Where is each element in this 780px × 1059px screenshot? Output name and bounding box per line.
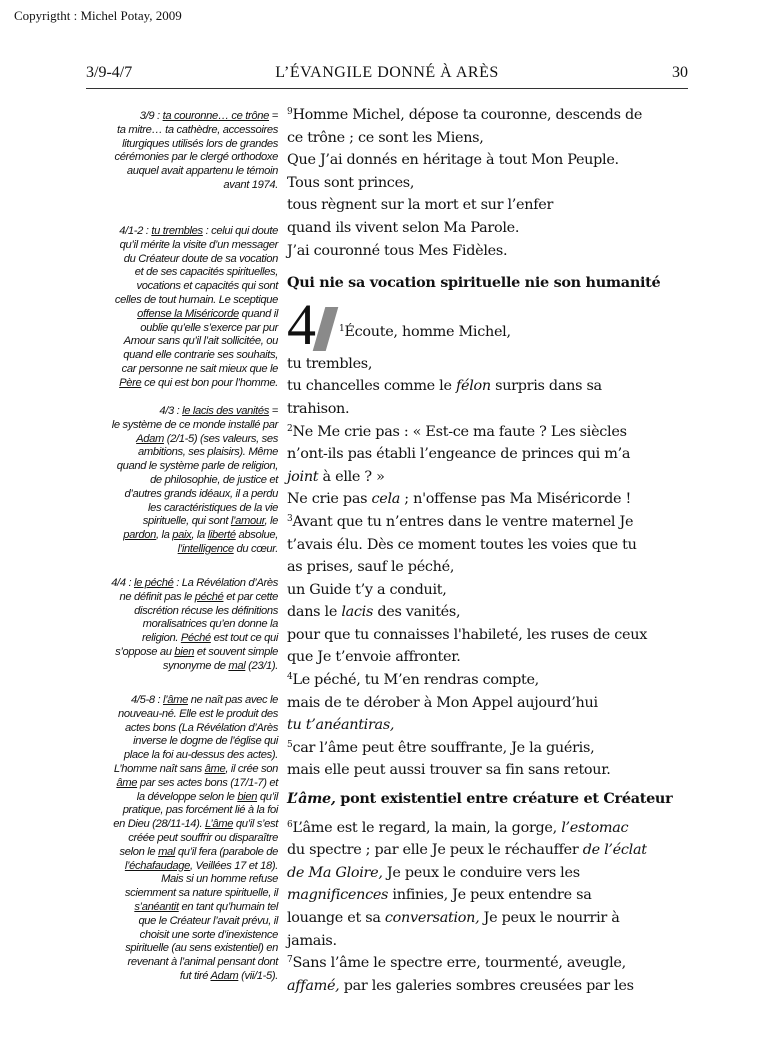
verse-line: J’ai couronné tous Mes Fidèles. <box>287 242 508 259</box>
note-term: liberté <box>207 529 236 542</box>
note-line: liturgiques utilisés lors de grandes <box>122 137 278 150</box>
verse-text: L’âme est le regard, la main, la gorge, <box>292 819 562 836</box>
verse-line: n’ont-ils pas établi l’engeance de princes qui m’a <box>287 446 631 463</box>
note-text: en Dieu (28/11-14). <box>113 818 205 831</box>
note-line: spirituelle (au sens existentiel) en <box>125 942 278 955</box>
section-heading: Qui nie sa vocation spirituelle nie son humanité <box>287 274 661 292</box>
note-line: les caractéristiques de la vie <box>147 501 278 514</box>
note-line: ta mitre… ta cathèdre, accessoires <box>117 123 278 136</box>
note-text: (23/1). <box>245 659 278 672</box>
note-text: ne définit pas le <box>119 590 195 603</box>
note-text: en tant qu’humain tel <box>178 900 278 913</box>
note-line: que le Créateur l’avait prévu, il <box>138 914 278 927</box>
note-line: avant 1974. <box>223 178 278 191</box>
note-text: s’oppose au <box>115 645 175 658</box>
note-line: Mais si un homme refuse <box>161 873 278 886</box>
verse-line <box>287 669 697 692</box>
verse-text: car l’âme peut être souffrante, Je la guéris, <box>292 739 595 756</box>
verse-line <box>287 511 697 534</box>
note-term: le péché <box>133 577 174 589</box>
note-term: paix <box>172 529 192 542</box>
verse-number: 1 <box>339 323 345 334</box>
verse-line: ce trône ; ce sont les Miens, <box>287 129 484 146</box>
verse-text: surpris dans sa <box>490 378 602 395</box>
note-line: d’autres grands idéaux, il a perdu <box>124 487 278 500</box>
note-text: ce qui est bon pour l’homme. <box>141 376 278 389</box>
note-ref: 3/9 <box>139 110 155 122</box>
note-line: discrétion récuse les définitions <box>134 604 278 617</box>
verse-emphasis: cela <box>371 491 401 508</box>
note-text: , la <box>191 529 208 542</box>
note-line: place la foi au-dessus des actes). <box>123 749 278 762</box>
note-text: religion. <box>142 632 181 645</box>
note-line: quand le système parle de religion, <box>116 460 278 473</box>
verse-text: tu chancelles comme le <box>287 378 456 395</box>
verse-text: Le péché, tu M’en rendras compte, <box>292 672 539 689</box>
verse-line <box>287 907 697 930</box>
note-text: , Veillées 17 et 18). <box>189 859 278 872</box>
note-term: tu trembles <box>151 225 203 237</box>
note-term: l’intelligence <box>177 542 234 555</box>
verse-number: 3 <box>287 513 293 524</box>
verse-text: à elle ? » <box>318 468 385 485</box>
verse-line <box>287 952 697 975</box>
note-line: créée peut souffrir ou disparaître <box>128 831 278 844</box>
verse-text: Ne crie pas <box>287 491 372 508</box>
verse-line <box>339 321 511 344</box>
note-term: mal <box>158 845 176 858</box>
note-term: âme <box>116 776 138 789</box>
note-term: Adam <box>210 969 239 982</box>
note-text: qu’il <box>257 790 278 803</box>
main-text <box>287 104 697 997</box>
note-line: cérémonies par le clergé orthodoxe <box>114 151 278 164</box>
verse-line <box>287 375 697 398</box>
verse-text: par les galeries sombres creusées par les <box>339 977 634 994</box>
note-line: car personne ne sait mieux que le <box>121 362 278 375</box>
chapter-start <box>287 291 697 357</box>
note-line: inverse le dogme de l’église qui <box>133 735 278 748</box>
note-term: péché <box>194 590 224 603</box>
note-text: et souvent simple <box>194 645 278 658</box>
verse-line <box>287 975 697 998</box>
verse-emphasis: de l’éclat <box>582 842 647 859</box>
verse-number: 6 <box>287 819 293 830</box>
verse-emphasis: conversation, <box>384 910 480 926</box>
note-text: , le <box>264 515 278 528</box>
note-term: bien <box>237 790 258 803</box>
note-line: le système de ce monde installé par <box>111 418 278 431</box>
heading-text: pont existentiel entre créature et Créateur <box>335 790 673 808</box>
note-line: moralisatrices qu’en donne la <box>142 618 278 631</box>
note-term: le lacis des vanités <box>182 405 270 417</box>
verse-line: as prises, sauf le péché, <box>287 559 455 576</box>
verse-line <box>287 737 697 760</box>
note-term: offense la Miséricorde <box>137 307 239 320</box>
book-title: L’ÉVANGILE DONNÉ À ARÈS <box>275 64 499 81</box>
note-ref: 4/3 <box>159 405 174 417</box>
verse-line: tu trembles, <box>287 355 373 372</box>
verse-text: Homme Michel, dépose ta couronne, descends de <box>292 107 643 123</box>
verse-number: 4 <box>287 672 293 683</box>
note-text: qu’il fera (parabole de <box>175 845 278 858</box>
verse-line <box>287 884 697 907</box>
note-line: revenant à l’animal pensant dont <box>127 956 278 969</box>
note-text: synonyme de <box>162 659 229 672</box>
note-term: Adam <box>136 432 164 445</box>
verse-emphasis: affamé, <box>287 977 340 994</box>
verse-number: 9 <box>287 107 293 117</box>
note-4-1-2: 4/1-2 : tu trembles : celui qui doute qu’il mérite la visite d’un messager du Créateur doute de sa vocation et de ses capacités spirituelles, vocations et capacités qui sont celles de tout humain. Le sceptique offense la Miséricorde quand il oublie qu’elle s’exerce par pur Amour sans qu’il l’ait sollicitée, ou quand elle contrarie ses souhaits, car personne ne sait mieux que le Père ce qui est bon pour l’homme. <box>78 225 278 391</box>
note-3-9: 3/9 : ta couronne… ce trône = ta mitre… ta cathèdre, accessoires liturgiques utilisés lors de grandes cérémonies par le clergé orthodoxe auquel avait appartenu le témoin avant 1974. <box>78 110 278 193</box>
page-number: 30 <box>672 64 688 81</box>
verse-line: Tous sont princes, <box>287 174 415 191</box>
verse-line <box>287 488 697 511</box>
note-term: mal <box>228 659 246 672</box>
note-term: bien <box>174 645 195 658</box>
note-text: absolue, <box>235 529 278 542</box>
note-text: , la <box>155 529 173 542</box>
verse-line <box>287 104 697 127</box>
note-text: du cœur. <box>233 542 278 555</box>
verse-text: louange et sa <box>287 910 385 926</box>
verse-text: Sans l’âme le spectre erre, tourmenté, aveugle, <box>292 955 626 972</box>
verse-emphasis: tu t’anéantiras, <box>287 717 395 734</box>
note-text: : celui qui doute <box>202 225 278 237</box>
note-term: s’anéantit <box>134 900 179 913</box>
note-term: L’âme <box>204 818 234 831</box>
verse-line: tous règnent sur la mort et sur l’enfer <box>287 197 554 214</box>
note-line: pratique, pas forcément lié à la foi <box>122 804 278 817</box>
verse-line: Que J’ai donnés en héritage à tout Mon Peuple. <box>287 152 619 169</box>
verse-text: Ne Me crie pas : « Est-ce ma faute ? Les siècles <box>292 423 627 440</box>
verse-text: des vanités, <box>373 604 461 621</box>
note-text: par ses actes bons (17/1-7) et <box>137 776 278 789</box>
verse-line <box>287 862 697 885</box>
verse-text: du spectre ; par elle Je peux le réchauffer <box>287 842 583 859</box>
chapter-mark <box>313 307 339 351</box>
note-4-4: 4/4 : le péché : La Révélation d’Arès ne définit pas le péché et par cette discrétion récuse les définitions moralisatrices qu’en donne la religion. Péché est tout ce qui s’oppose au bien et souvent simple synonyme de mal (23/1). <box>78 577 278 674</box>
note-term: ta couronne… ce trône <box>162 110 270 122</box>
note-text: spirituelle, qui sont <box>142 515 231 528</box>
note-line: de philosophie, de justice et <box>150 473 278 486</box>
note-ref: 4/1-2 <box>119 225 144 237</box>
note-text: (2/1-5) (ses valeurs, ses <box>163 432 278 445</box>
note-term: âme <box>204 762 226 775</box>
chapter-number: 4 <box>287 291 316 357</box>
verse-text: Écoute, homme Michel, <box>344 323 511 340</box>
note-line: auquel avait appartenu le témoin <box>126 165 278 178</box>
verse-line: trahison. <box>287 400 350 417</box>
verse-line: jamais. <box>287 932 337 949</box>
verse-line <box>287 601 697 624</box>
note-text: selon le <box>119 845 159 858</box>
note-4-3: 4/3 : le lacis des vanités = le système de ce monde installé par Adam (2/1-5) (ses valeurs, ses ambitions, ses plaisirs). Même quand le système parle de religion, de philosophie, de justice et d’autres grands idéaux, il a perdu les caractéristiques de la vie spirituelle, qui sont l’amour, le pardon, la paix, la liberté absolue, l’intelligence du cœur. <box>78 405 278 557</box>
verse-text: ; n'offense pas Ma Miséricorde ! <box>400 491 631 508</box>
note-line: vocations et capacités qui sont <box>136 280 278 293</box>
verse-emphasis: de Ma Gloire, <box>287 864 383 881</box>
verse-line: mais de te dérober à Mon Appel aujourd’hui <box>287 694 598 711</box>
note-4-5-8: 4/5-8 : l’âme ne naît pas avec le nouveau-né. Elle est le produit des actes bons (La Révélation d’Arès inverse le dogme de l’église qui place la foi au-dessus des actes). L’homme naît sans âme, il crée son âme par ses actes bons (17/1-7) et la développe selon le bien qu’il pratique, pas forcément lié à la foi en Dieu (28/11-14). L’âme qu’il s’est créée peut souffrir ou disparaître selon le mal qu’il fera (parabole de l’échafaudage, Veillées 17 et 18). Mais si un homme refuse sciemment sa nature spirituelle, il s’anéantit en tant qu’humain tel que le Créateur l’avait prévu, il choisit une sorte d’inexistence spirituelle (au sens existentiel) en revenant à l’animal pensant dont fut tiré Adam (vii/1-5). <box>78 694 278 984</box>
verse-text: Je peux le nourrir à <box>479 910 620 926</box>
verse-line: un Guide t’y a conduit, <box>287 581 447 598</box>
verse-line <box>287 714 697 737</box>
note-line: et de ses capacités spirituelles, <box>134 266 278 279</box>
note-text: fut tiré <box>179 969 211 982</box>
note-line: qu’il mérite la visite d’un messager <box>119 238 278 251</box>
note-term: pardon <box>123 529 156 542</box>
verse-line: mais elle peut aussi trouver sa fin sans retour. <box>287 762 611 779</box>
note-line: celles de tout humain. Le sceptique <box>114 293 278 306</box>
verse-emphasis: lacis <box>341 604 374 621</box>
note-ref: 4/5-8 <box>130 694 155 706</box>
note-line: ambitions, ses plaisirs). Même <box>138 446 278 459</box>
verse-emphasis: magnificences <box>287 887 389 904</box>
verse-text: infinies, Je peux entendre sa <box>388 887 592 904</box>
note-line: nouveau-né. Elle est le produit des <box>117 707 278 720</box>
note-line: oublie qu’elle s’exerce par pur <box>140 321 278 334</box>
note-text: , il crée son <box>225 762 278 775</box>
note-text: ne naît pas avec le <box>187 694 278 706</box>
note-line: choisit une sorte d’inexistence <box>139 928 278 941</box>
note-term: Père <box>119 376 142 389</box>
note-line: du Créateur doute de sa vocation <box>123 252 278 265</box>
verse-text: Je peux le conduire vers les <box>382 864 580 881</box>
verse-text: Avant que tu n’entres dans le ventre maternel Je <box>292 513 634 530</box>
note-term: l’échafaudage <box>124 859 190 872</box>
verse-emphasis: félon <box>455 378 491 395</box>
note-text: (vii/1-5). <box>238 969 278 982</box>
note-term: l’amour <box>230 515 265 528</box>
verse-line: pour que tu connaisses l'habileté, les ruses de ceux <box>287 626 648 643</box>
verse-line <box>287 839 697 862</box>
verse-line: quand ils vivent selon Ma Parole. <box>287 219 520 236</box>
section-heading <box>287 788 697 811</box>
verse-number: 5 <box>287 739 293 750</box>
verse-line <box>287 421 697 444</box>
note-text: : La Révélation d’Arès <box>173 577 278 589</box>
copyright-notice: Copyrigtht : Michel Potay, 2009 <box>14 8 182 23</box>
note-line: quand elle contrarie ses souhaits, <box>123 349 278 362</box>
heading-emphasis: L’âme, <box>287 790 336 808</box>
note-term: Péché <box>180 632 211 645</box>
verse-line <box>287 466 697 489</box>
verse-text: dans le <box>287 604 342 621</box>
note-ref: 4/4 <box>111 577 126 589</box>
verse-emphasis: l’estomac <box>561 819 629 836</box>
note-text: qu’il s’est <box>233 818 278 831</box>
note-text: L’homme naît sans <box>113 762 205 775</box>
note-text: quand il <box>238 307 278 320</box>
verse-number: 7 <box>287 955 293 966</box>
verse-emphasis: joint <box>287 468 319 485</box>
verse-number: 2 <box>287 423 293 434</box>
note-line: sciemment sa nature spirituelle, il <box>124 887 278 900</box>
verse-line: que Je t’envoie affronter. <box>287 649 461 666</box>
note-text: et par cette <box>223 590 278 603</box>
verse-range: 3/9-4/7 <box>86 64 133 81</box>
note-term: l’âme <box>162 694 188 706</box>
note-line: actes bons (La Révélation d’Arès <box>125 721 278 734</box>
verse-line <box>287 817 697 840</box>
note-text: la développe selon le <box>136 790 238 803</box>
note-line: Amour sans qu’il l’ait sollicitée, ou <box>123 335 278 348</box>
verse-line: t’avais élu. Dès ce moment toutes les voies que tu <box>287 536 637 553</box>
note-text: est tout ce qui <box>210 632 278 645</box>
header-rule <box>86 88 688 89</box>
